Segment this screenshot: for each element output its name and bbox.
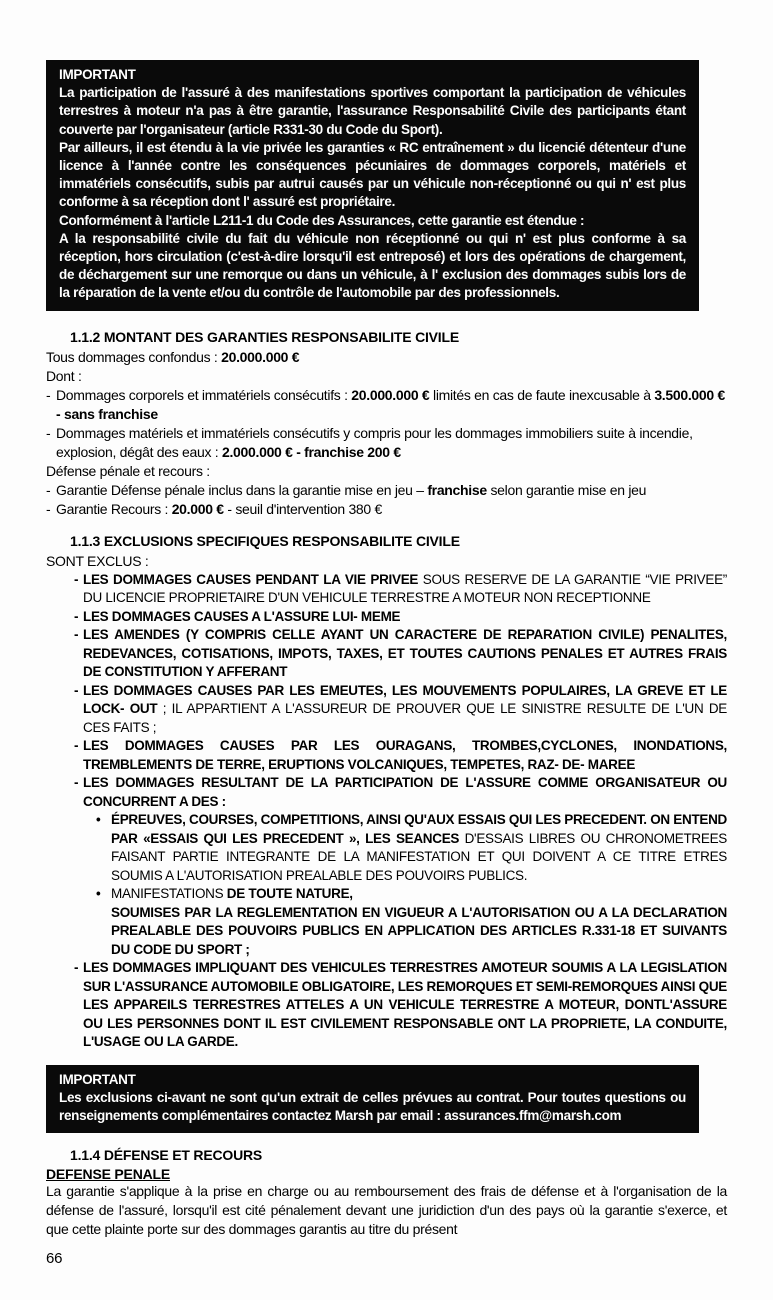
exclusion-item: - LES DOMMAGES RESULTANT DE LA PARTICIPATION DE L'ASSURE COMME ORGANISATEUR OU CONCURRENT A DES : bbox=[74, 775, 727, 809]
amount-line: - Dommages corporels et immatériels consécutifs : 20.000.000 € limités en cas de faute inexcusable à 3.500.000 € - sans franchise bbox=[46, 386, 725, 422]
exclusion-item: - LES DOMMAGES CAUSES A L'ASSURE LUI- MEME bbox=[46, 608, 727, 627]
dash-marker: - bbox=[46, 424, 51, 441]
section-1-1-2-body bbox=[46, 348, 727, 519]
important-box-title: IMPORTANT bbox=[59, 67, 136, 82]
exclusion-sub-item: • ÉPREUVES, COURSES, COMPETITIONS, AINSI QU'AUX ESSAIS QUI LES PRECEDENT. ON ENTEND PAR «ESSAIS QUI LES PRECEDENT », LES SEANCES D'ESSAIS LIBRES OU CHRONOMETREES FAISANT PARTIE INTEGRANTE DE LA MANIFESTATION ET QUI DOIVENT A CE TITRE ETRES SOUMIS A L'AUTORISATION PREALABLE DES POUVOIRS PUBLICS. bbox=[96, 812, 728, 883]
amount-line: Dont : bbox=[46, 367, 82, 384]
dash-marker: - bbox=[74, 682, 79, 698]
dash-marker: - bbox=[74, 571, 79, 587]
amount-line: Tous dommages confondus : 20.000.000 € bbox=[46, 348, 300, 365]
section-heading-1-1-2: 1.1.2 MONTANT DES GARANTIES RESPONSABILITE CIVILE bbox=[70, 328, 459, 345]
section-heading-1-1-3: 1.1.3 EXCLUSIONS SPECIFIQUES RESPONSABILITE CIVILE bbox=[70, 532, 460, 549]
amount-line: - Dommages matériels et immatériels consécutifs y compris pour les dommages immobiliers suite à incendie, explosion, dégât des eaux : 2.000.000 € - franchise 200 € bbox=[46, 424, 693, 460]
defense-penale-paragraph: La garantie s'applique à la prise en charge ou au remboursement des frais de défense et à l'organisation de la défense de l'assuré, lorsqu'il est cité pénalement devant une juridiction d'un des pays où la garantie s'exerce, et que cette plainte porte sur des dommages garantis au titre du présent bbox=[46, 1183, 727, 1238]
dash-marker: - bbox=[74, 608, 79, 624]
important-box-paragraph: Par ailleurs, il est étendu à la vie privée les garanties « RC entraînement » du licencié détenteur d'une licence à l'année contre les conséquences pécuniaires de dommages corporels, matériels et immatériels consécutifs, subis par autrui causés par un véhicule non-réceptionné ou qui n' est plus conforme à sa réception dont l' assuré est propriétaire. bbox=[59, 139, 686, 210]
page-number: 66 bbox=[46, 1250, 63, 1267]
section-heading-1-1-4: 1.1.4 DÉFENSE ET RECOURS bbox=[70, 1147, 263, 1164]
dash-marker: - bbox=[46, 500, 51, 517]
exclusions-list bbox=[46, 571, 727, 1052]
important-box-paragraph: Les exclusions ci-avant ne sont qu'un extrait de celles prévues au contrat. Pour toutes questions ou renseignements complémentaires contactez Marsh par email : assurances.ffm@marsh.com bbox=[59, 1089, 686, 1124]
bullet-marker: • bbox=[96, 886, 101, 902]
important-box-paragraph: La participation de l'assuré à des manifestations sportives comportant la participation de véhicules terrestres à moteur n'a pas à être garantie, l'assurance Responsabilité Civile des participants étant couverte par l'organisateur (article R331-30 du Code du Sport). bbox=[59, 85, 686, 137]
dash-marker: - bbox=[46, 386, 51, 403]
exclusion-item: - LES DOMMAGES IMPLIQUANT DES VEHICULES TERRESTRES AMOTEUR SOUMIS A LA LEGISLATION SUR L'ASSURANCE AUTOMOBILE OBLIGATOIRE, LES REMORQUES ET SEMI-REMORQUES AINSI QUE LES APPAREILS TERRESTRES ATTELES A UN VEHICULE TERRESTRE A MOTEUR, DONTL'ASSURE OU LES PERSONNES DONT IL EST CIVILEMENT RESPONSABLE ONT LA PROPRIETE, LA CONDUITE, L'USAGE OU LA GARDE. bbox=[74, 960, 727, 1050]
important-box-paragraph: A la responsabilité civile du fait du véhicule non réceptionné ou qui n' est plus conforme à sa réception, hors circulation (c'est-à-dire lorsqu'il est entreposé) et lors des opérations de chargement, de déchargement sur une remorque ou dans un véhicule, à l' exclusion des dommages subis lors de la réparation de la vente et/ou du contrôle de l'automobile par des professionnels. bbox=[59, 230, 686, 301]
important-notice-box-1 bbox=[46, 60, 699, 311]
dash-marker: - bbox=[46, 481, 51, 498]
dash-marker: - bbox=[74, 738, 79, 754]
amount-line: Défense pénale et recours : bbox=[46, 462, 210, 479]
exclusion-item: - LES DOMMAGES CAUSES PAR LES EMEUTES, LES MOUVEMENTS POPULAIRES, LA GREVE ET LE LOCK- OUT ; IL APPARTIENT A L'ASSUREUR DE PROUVER QUE LE SINISTRE RESULTE DE L'UN DE CES FAITS ; bbox=[74, 682, 728, 735]
amount-line: - Garantie Défense pénale inclus dans la garantie mise en jeu – franchise selon garantie mise en jeu bbox=[46, 481, 647, 498]
important-box-paragraph: Conformément à l'article L211-1 du Code des Assurances, cette garantie est étendue : bbox=[59, 212, 585, 228]
dash-marker: - bbox=[74, 627, 79, 643]
exclusion-item: - LES DOMMAGES CAUSES PAR LES OURAGANS, TROMBES,CYCLONES, INONDATIONS, TREMBLEMENTS DE TERRE, ERUPTIONS VOLCANIQUES, TEMPETES, RAZ- DE- MAREE bbox=[74, 738, 727, 772]
exclusion-item: - LES DOMMAGES CAUSES PENDANT LA VIE PRIVEE SOUS RESERVE DE LA GARANTIE “VIE PRIVEE” DU LICENCIE PROPRIETAIRE D'UN VEHICULE TERRESTRE A MOTEUR NON RECEPTIONNE bbox=[74, 571, 727, 606]
amount-line: - Garantie Recours : 20.000 € - seuil d'intervention 380 € bbox=[46, 500, 382, 517]
dash-marker: - bbox=[74, 960, 79, 976]
important-box-title: IMPORTANT bbox=[59, 1071, 136, 1087]
defense-penale-subheading: DEFENSE PENALE bbox=[46, 1166, 170, 1183]
exclusions-intro: SONT EXCLUS : bbox=[46, 552, 149, 569]
dash-marker: - bbox=[74, 775, 79, 791]
page-content bbox=[46, 60, 727, 1239]
important-notice-box-2 bbox=[46, 1065, 699, 1134]
exclusion-item: - LES AMENDES (Y COMPRIS CELLE AYANT UN CARACTERE DE REPARATION CIVILE) PENALITES, REDEVANCES, COTISATIONS, IMPOTS, TAXES, ET TOUTES CAUTIONS PENALES ET AUTRES FRAIS DE CONSTITUTION Y AFFERANT bbox=[74, 627, 727, 680]
exclusion-sub-item: • MANIFESTATIONS DE TOUTE NATURE, SOUMISES PAR LA REGLEMENTATION EN VIGUEUR A L'AUTORISATION OU A LA DECLARATION PREALABLE DES POUVOIRS PUBLICS EN APPLICATION DES ARTICLES R.331-18 ET SUIVANTS DU CODE DU SPORT ; bbox=[96, 886, 727, 957]
bullet-marker: • bbox=[96, 812, 101, 828]
